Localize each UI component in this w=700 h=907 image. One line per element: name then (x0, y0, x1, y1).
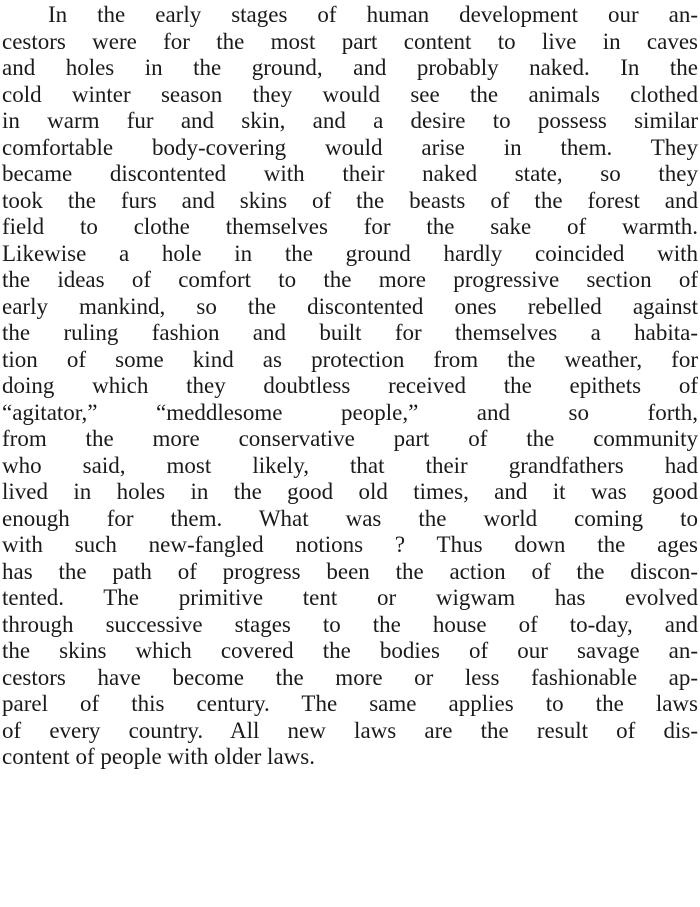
text-line: has the path of progress been the action of the discon- (2, 558, 698, 584)
text-line: in warm fur and skin, and a desire to possess similar (2, 108, 698, 133)
text-line: who said, most likely, that their grandfathers had (2, 452, 698, 478)
text-line: field to clothe themselves for the sake of warmth. (2, 214, 698, 239)
text-line: Likewise a hole in the ground hardly coincided with (2, 240, 698, 266)
text-line: “agitator,” “meddlesome people,” and so forth, (2, 399, 698, 425)
text-line: and holes in the ground, and probably naked. In the (2, 55, 698, 80)
text-line: tented. The primitive tent or wigwam has evolved (2, 585, 698, 610)
text-line: the ruling fashion and built for themselves a habita- (2, 320, 698, 345)
text-line: parel of this century. The same applies to the laws (2, 691, 698, 716)
text-line: from the more conservative part of the community (2, 426, 698, 451)
text-line: cestors were for the most part content to live in caves (2, 28, 698, 54)
text-line: content of people with older laws. (2, 744, 315, 769)
text-line: In the early stages of human development our an- (48, 2, 698, 27)
text-line: of every country. All new laws are the result of dis- (2, 717, 698, 743)
text-line: cestors have become the more or less fashionable ap- (2, 664, 698, 690)
text-line: took the furs and skins of the beasts of the forest and (2, 187, 698, 213)
body-paragraph (2, 2, 698, 771)
text-line: enough for them. What was the world coming to (2, 505, 698, 531)
text-line: early mankind, so the discontented ones rebelled against (2, 293, 698, 319)
text-line: comfortable body-covering would arise in them. They (2, 134, 698, 160)
text-line: the ideas of comfort to the more progressive section of (2, 267, 698, 292)
text-line: with such new-fangled notions ? Thus down the ages (2, 532, 698, 557)
text-line: the skins which covered the bodies of our savage an- (2, 638, 698, 663)
text-line: lived in holes in the good old times, and it was good (2, 479, 698, 504)
text-line: cold winter season they would see the animals clothed (2, 81, 698, 107)
text-line: tion of some kind as protection from the weather, for (2, 346, 698, 372)
text-line: became discontented with their naked state, so they (2, 161, 698, 186)
text-line: through successive stages to the house of to-day, and (2, 611, 698, 637)
text-line: doing which they doubtless received the epithets of (2, 373, 698, 398)
